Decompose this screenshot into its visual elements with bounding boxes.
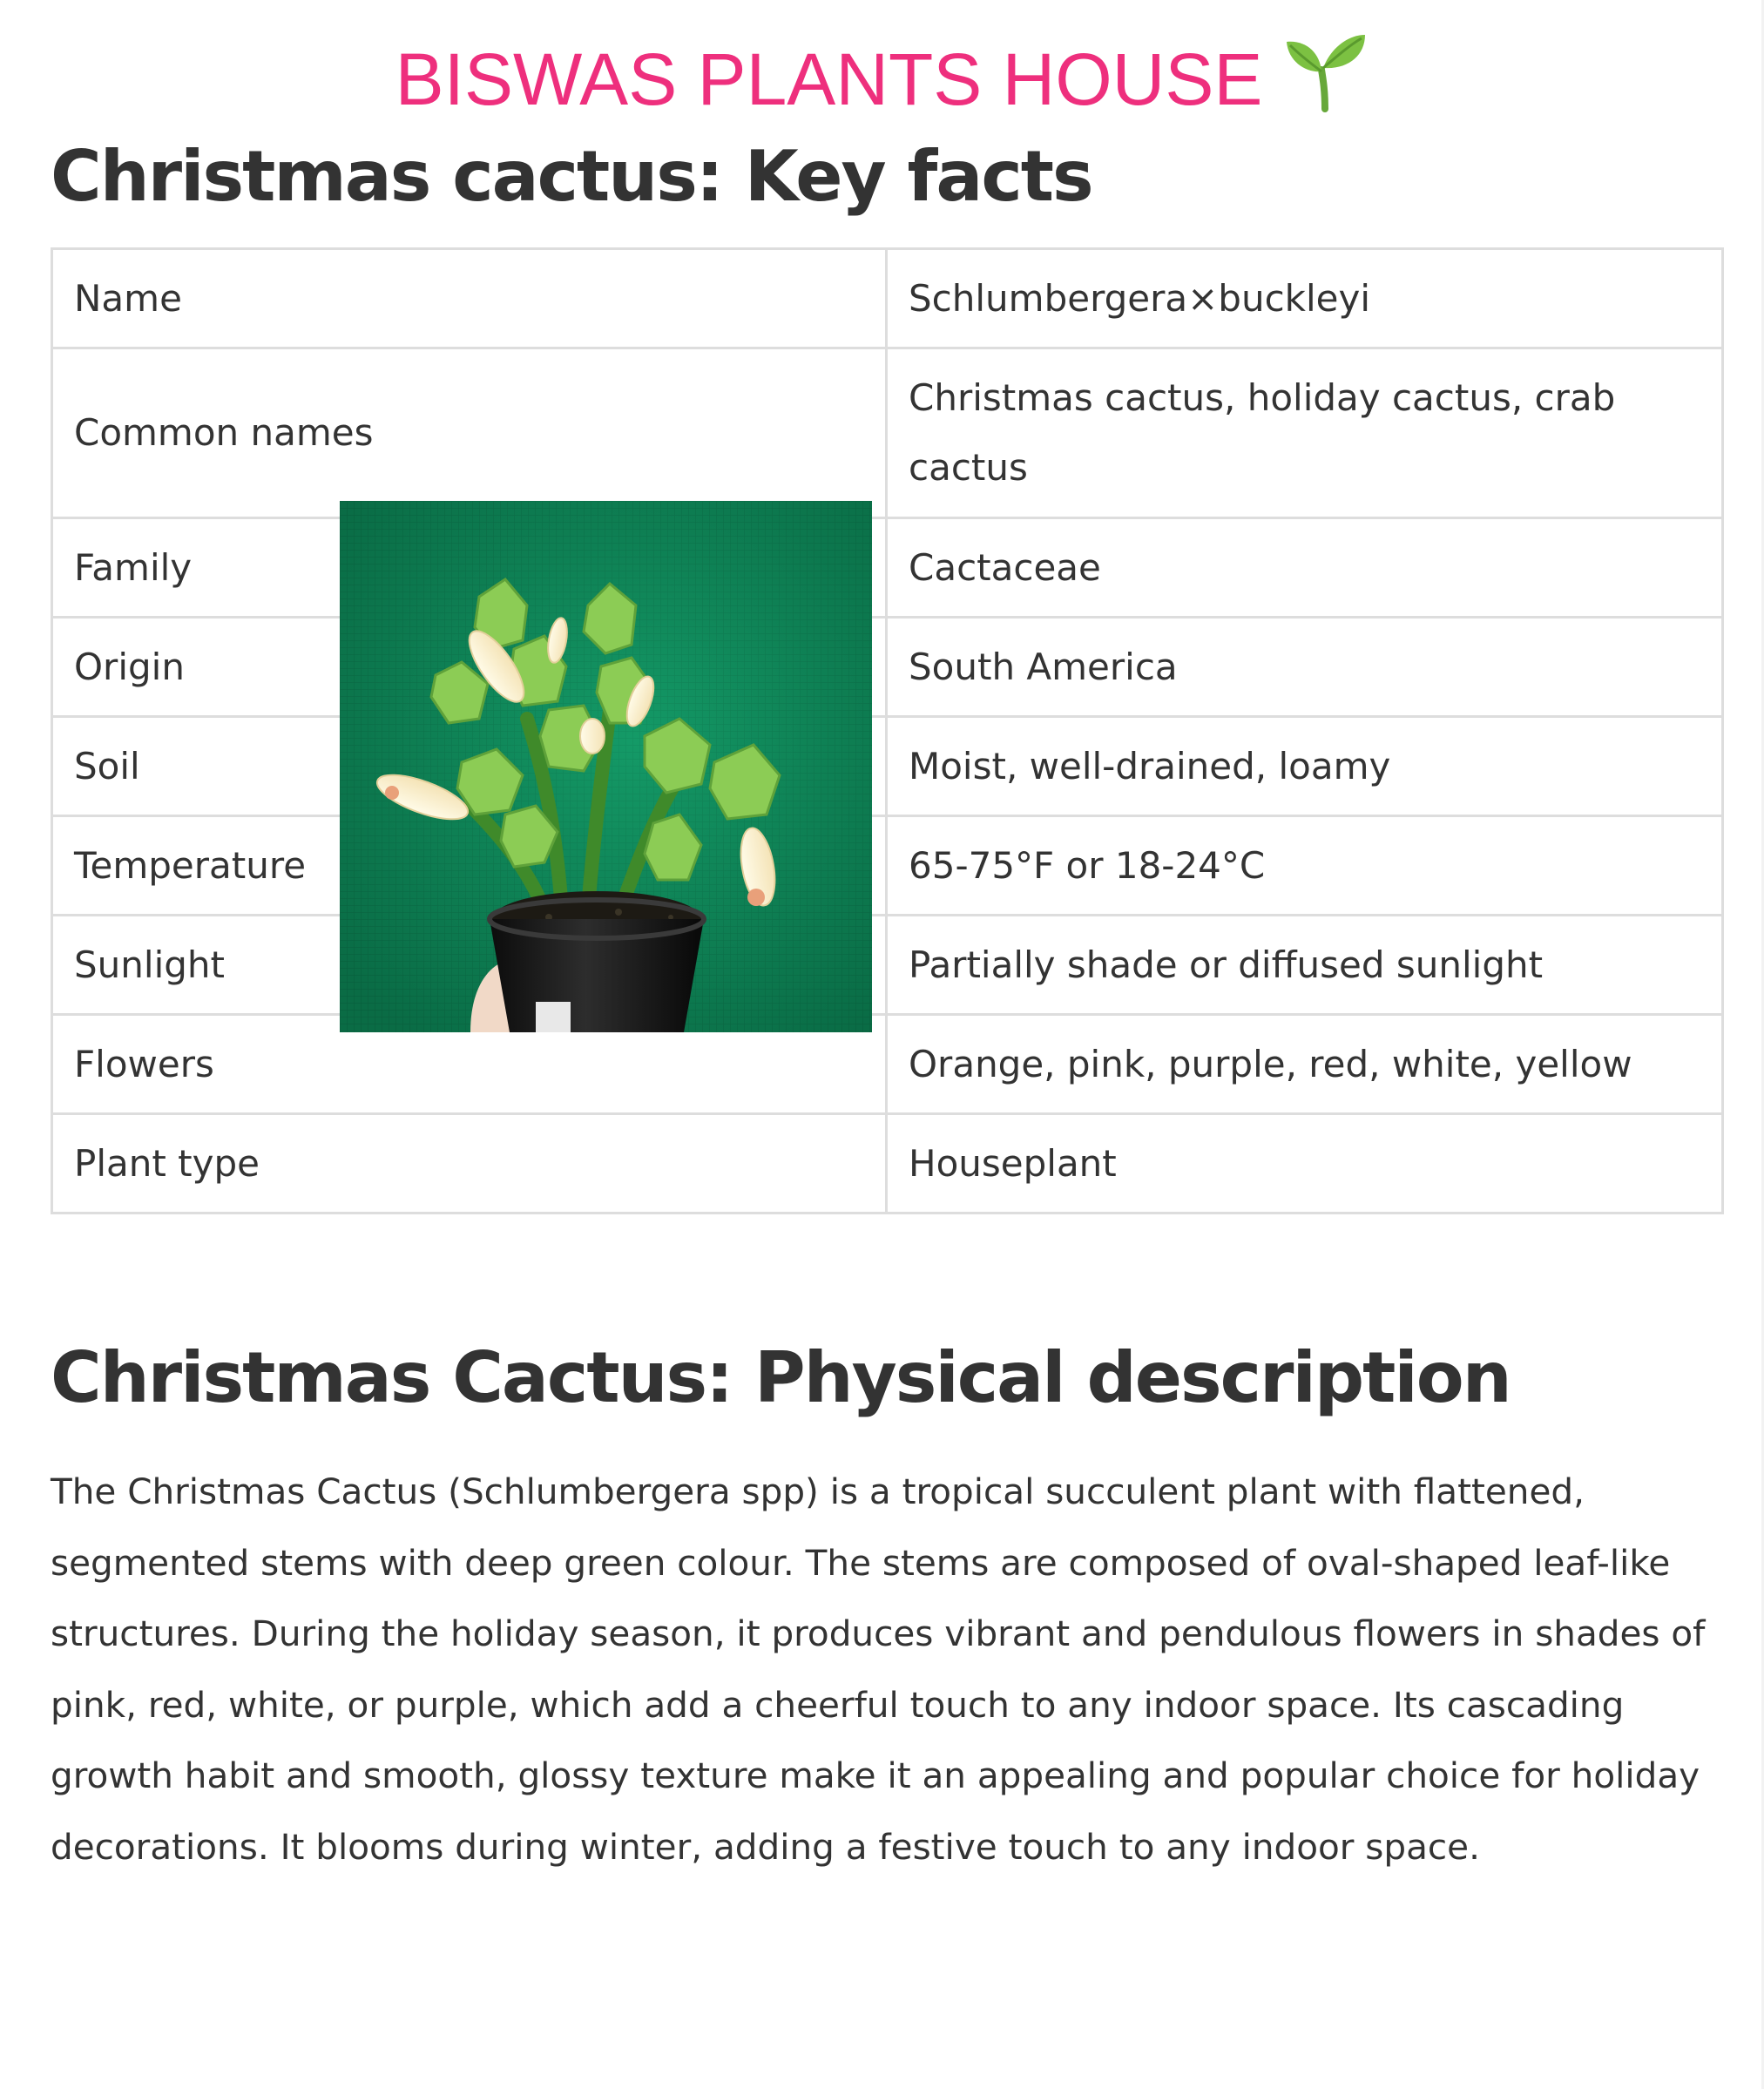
key-facts-table — [51, 247, 1724, 1214]
physical-description-text: The Christmas Cactus (Schlumbergera spp) is a tropical succulent plant with flattened, segmented stems with deep green colour. The stems are composed of oval-shaped leaf-like structures. During the holiday season, it produces vibrant and pendulous flowers in shades of pink, red, white, or purple, which add a cheerful touch to any indoor space. Its cascading growth habit and smooth, glossy texture make it an appealing and popular choice for holiday decorations. It blooms during winter, adding a festive touch to any indoor space. — [51, 1470, 1706, 1868]
fact-value: Schlumbergera×buckleyi — [887, 249, 1723, 348]
table-row — [52, 518, 1723, 618]
table-row — [52, 816, 1723, 916]
fact-label: Plant type — [52, 1114, 887, 1214]
table-row — [52, 618, 1723, 717]
fact-label: Flowers — [52, 1015, 887, 1114]
table-row — [52, 1015, 1723, 1114]
key-facts-title: Christmas cactus: Key facts — [51, 136, 1092, 217]
fact-value: Christmas cactus, holiday cactus, crab cactus — [887, 348, 1723, 518]
table-row — [52, 1114, 1723, 1214]
fact-label: Origin — [52, 618, 887, 717]
fact-value: Cactaceae — [887, 518, 1723, 618]
fact-value: Houseplant — [887, 1114, 1723, 1214]
fact-label: Family — [52, 518, 887, 618]
fact-value: South America — [887, 618, 1723, 717]
fact-label: Sunlight — [52, 916, 887, 1015]
fact-label: Soil — [52, 717, 887, 816]
fact-label: Name — [52, 249, 887, 348]
christmas-cactus-photo — [340, 501, 872, 1032]
fact-label: Temperature — [52, 816, 887, 916]
fact-label: Common names — [52, 348, 887, 518]
fact-value: Partially shade or diffused sunlight — [887, 916, 1723, 1015]
table-row — [52, 348, 1723, 518]
seedling-icon — [1281, 26, 1369, 133]
fact-value: Orange, pink, purple, red, white, yellow — [887, 1015, 1723, 1114]
fact-value: 65-75°F or 18-24°C — [887, 816, 1723, 916]
table-row — [52, 916, 1723, 1015]
fact-value: Moist, well-drained, loamy — [887, 717, 1723, 816]
table-row — [52, 249, 1723, 348]
brand-header — [0, 26, 1764, 133]
table-row — [52, 717, 1723, 816]
brand-name: BISWAS PLANTS HOUSE — [395, 38, 1263, 120]
physical-description-title: Christmas Cactus: Physical description — [51, 1337, 1511, 1418]
